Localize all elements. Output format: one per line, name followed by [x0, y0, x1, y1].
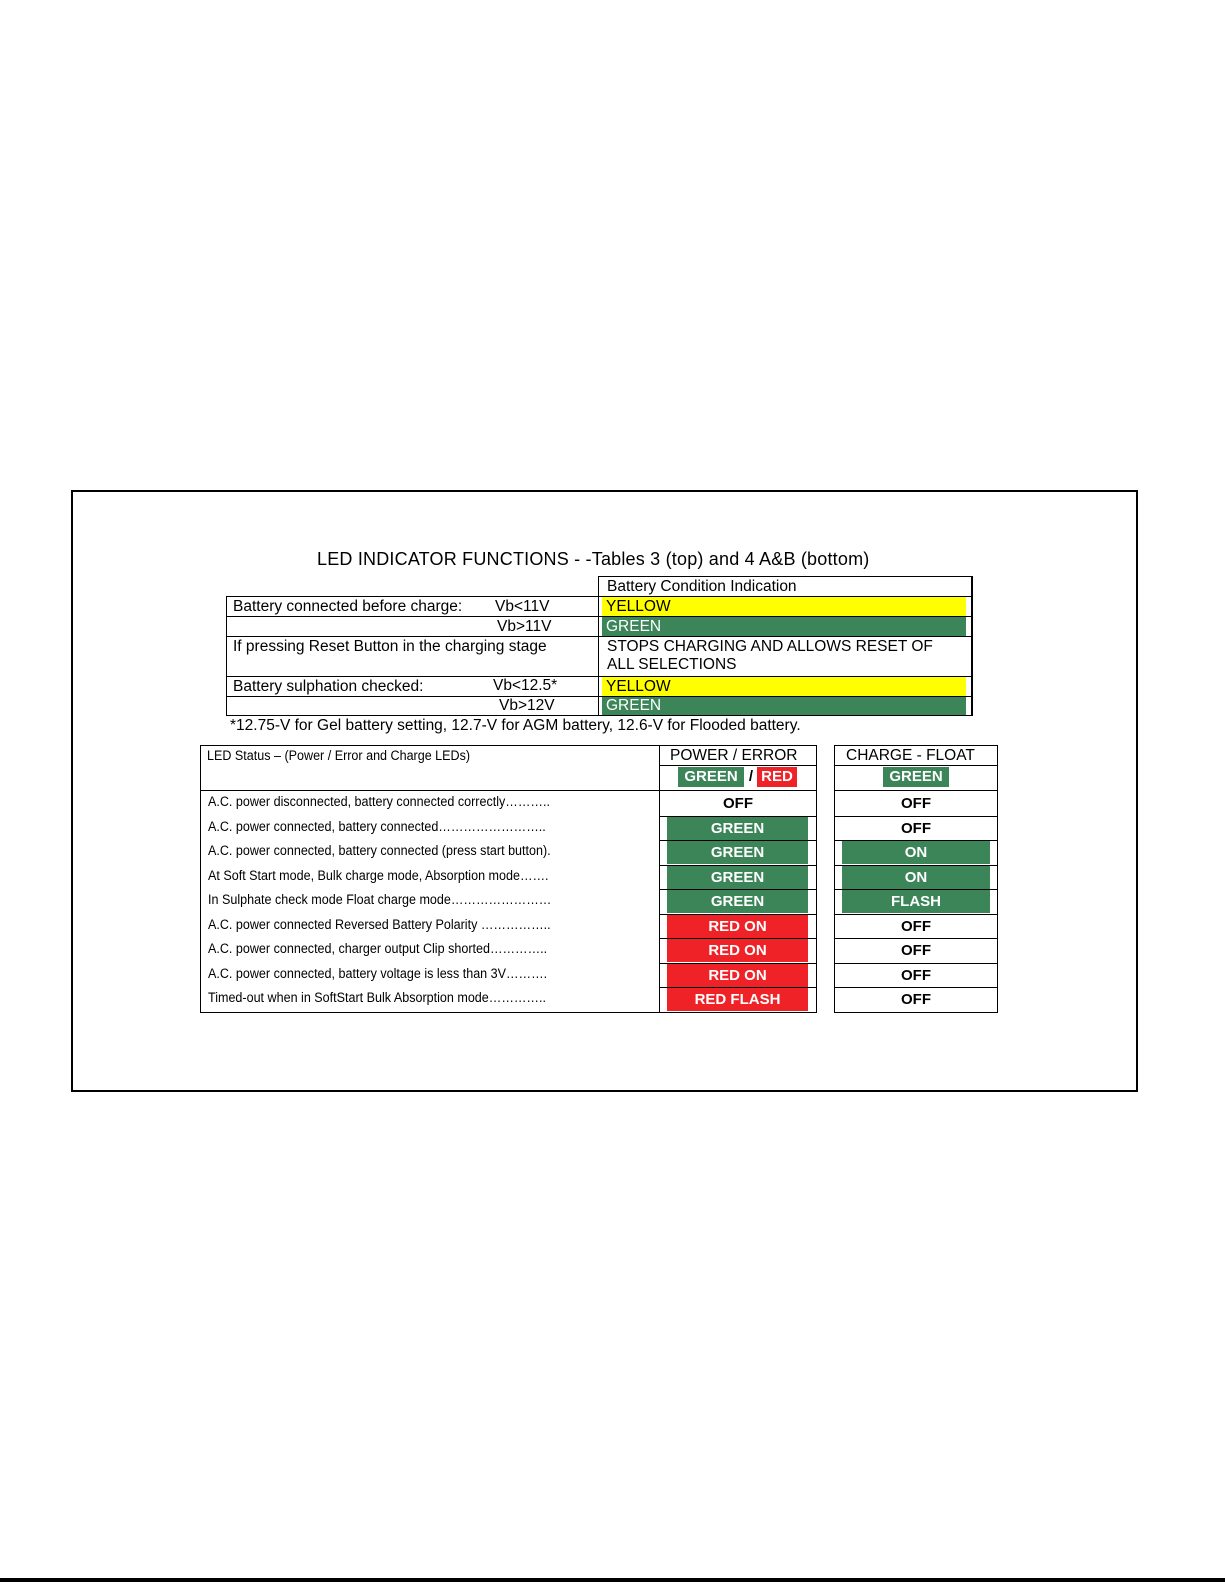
- t4-left-rule: [200, 745, 201, 1013]
- t4-row-label: A.C. power connected, battery voltage is less than 3V……….: [208, 965, 548, 981]
- t4-row-charge-float: OFF: [837, 988, 995, 1011]
- t4-row-charge-float: OFF: [837, 792, 995, 815]
- t4-cf-sub-rule: [834, 765, 998, 766]
- t4-row-charge-float: ON: [842, 866, 990, 889]
- t4-header-label: LED Status – (Power / Error and Charge LEDs): [207, 748, 471, 763]
- t3-row3-c1: YELLOW: [602, 677, 966, 696]
- t3-row1-v2: Vb>11V: [497, 618, 552, 635]
- t3-row2-label: If pressing Reset Button in the charging stage: [233, 638, 547, 655]
- t3-row1-c1: YELLOW: [602, 597, 966, 616]
- t4-mid-rule: [659, 745, 660, 1013]
- t3-row3-label: Battery sulphation checked:: [233, 678, 424, 695]
- t4-row-power-error: RED ON: [667, 964, 808, 987]
- t4-pe-sub-rule: [660, 765, 816, 766]
- t4-row-power-error: OFF: [662, 792, 814, 815]
- page-bottom-rule: [0, 1578, 1225, 1582]
- t4-row-charge-float: OFF: [837, 817, 995, 840]
- t3-footnote: *12.75-V for Gel battery setting, 12.7-V for AGM battery, 12.6-V for Flooded battery.: [230, 717, 801, 734]
- t3-row2-c-line2: ALL SELECTIONS: [607, 656, 737, 673]
- t4-col-a-header: POWER / ERROR: [670, 747, 798, 764]
- t4-header-bottom-rule: [200, 790, 817, 791]
- t3-row2-c-line1: STOPS CHARGING AND ALLOWS RESET OF: [607, 638, 933, 655]
- t4-cf-bottom-rule: [834, 1012, 998, 1013]
- t4-row-label: A.C. power connected, battery connected (press start button).: [208, 843, 551, 858]
- t4-row-label: A.C. power connected, charger output Clip shorted…………..: [208, 941, 548, 956]
- t4-row-label: A.C. power connected, battery connected……………………..: [208, 818, 546, 834]
- t3-mid-rule: [598, 596, 599, 716]
- figure-title: LED INDICATOR FUNCTIONS - -Tables 3 (top) and 4 A&B (bottom): [317, 549, 870, 569]
- t4-row-power-error: GREEN: [667, 866, 808, 889]
- t4-row-charge-float: ON: [842, 841, 990, 864]
- t4-row-power-error: GREEN: [667, 890, 808, 913]
- t4-row-label: A.C. power disconnected, battery connected correctly………..: [208, 794, 550, 809]
- t3-header-left-rule: [598, 576, 599, 596]
- t3-row1-v1: Vb<11V: [495, 598, 550, 615]
- t4-cf-header-bottom-rule: [834, 790, 998, 791]
- t4-row-charge-float: OFF: [837, 939, 995, 962]
- t4-col-b-sub: GREEN: [883, 767, 949, 787]
- t3-left-rule: [226, 596, 227, 716]
- t3-row3-v1: Vb<12.5*: [493, 677, 558, 694]
- t4-col-a-sub-green: GREEN: [678, 767, 744, 787]
- t3-row3-v2: Vb>12V: [499, 697, 555, 714]
- t4-row-power-error: RED ON: [667, 939, 808, 962]
- t4-row-label: Timed-out when in SoftStart Bulk Absorption mode…………..: [208, 990, 546, 1005]
- t4-cf-top-rule: [834, 745, 998, 746]
- t4-row-charge-float: OFF: [837, 915, 995, 938]
- t4-row-power-error: GREEN: [667, 841, 808, 864]
- t4-row-power-error: RED FLASH: [667, 988, 808, 1011]
- t4-top-rule: [200, 745, 817, 746]
- t3-row1-label: Battery connected before charge:: [233, 598, 463, 615]
- t4-row-label: At Soft Start mode, Bulk charge mode, Absorption mode…….: [208, 867, 549, 883]
- t3-right-rule: [971, 576, 973, 716]
- t4-cf-left-rule: [834, 745, 835, 1013]
- t4-row-label: In Sulphate check mode Float charge mode……………………: [208, 892, 552, 907]
- t3-header-top-rule: [598, 576, 972, 577]
- t3-row1-c2: GREEN: [602, 617, 966, 636]
- t4-cf-right-rule: [997, 745, 998, 1013]
- t3-rule-3: [226, 636, 972, 637]
- t4-row-charge-float: OFF: [837, 964, 995, 987]
- t4-col-b-header: CHARGE - FLOAT: [846, 747, 975, 764]
- t4-col-a-sub-sep: /: [745, 767, 757, 787]
- t4-col-a-sub-red: RED: [757, 767, 797, 787]
- t4-pe-right-rule: [816, 745, 817, 1013]
- t4-row-power-error: RED ON: [667, 915, 808, 938]
- t4-row-label: A.C. power connected Reversed Battery Polarity ……………..: [208, 916, 551, 932]
- t3-row3-c2: GREEN: [602, 697, 966, 715]
- t4-bottom-rule: [200, 1012, 817, 1013]
- t4-row-power-error: GREEN: [667, 817, 808, 840]
- t4-row-charge-float: FLASH: [842, 890, 990, 913]
- t3-header: Battery Condition Indication: [607, 578, 797, 595]
- t3-rule-6: [226, 715, 972, 716]
